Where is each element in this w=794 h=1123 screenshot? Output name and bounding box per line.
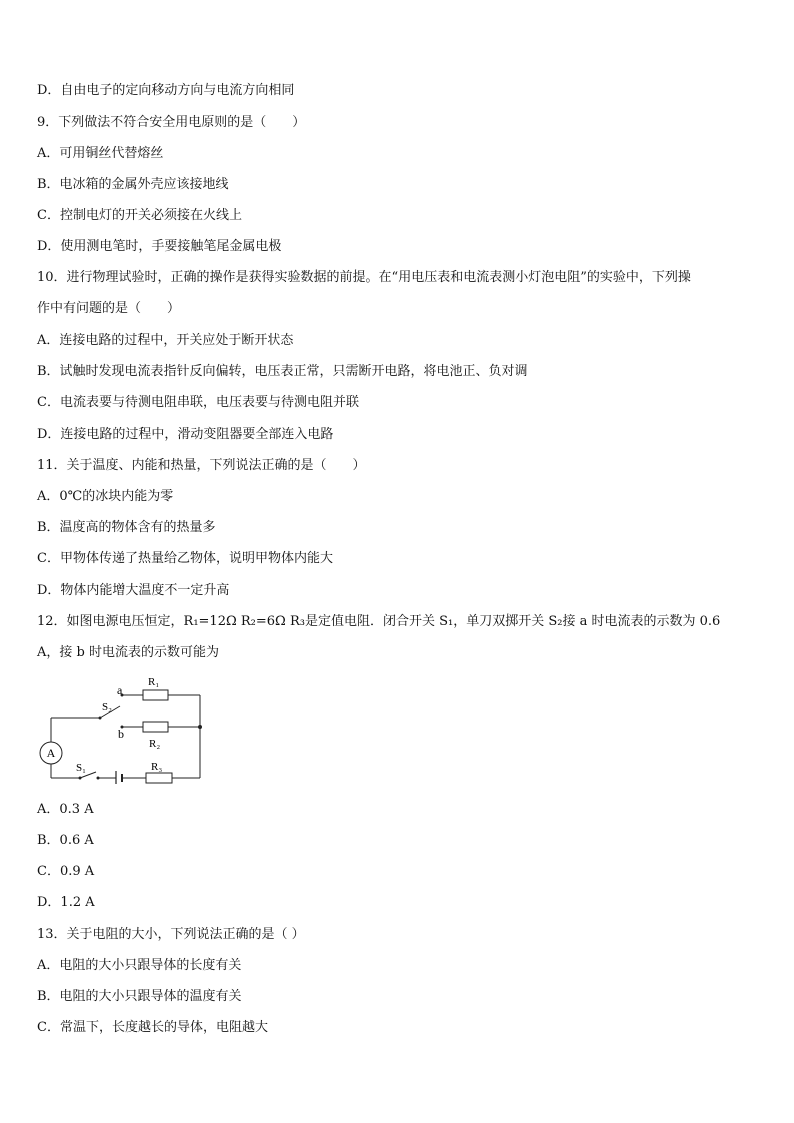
- question-11-option-c: C．甲物体传递了热量给乙物体，说明甲物体内能大: [37, 551, 333, 566]
- question-9-stem: 9．下列做法不符合安全用电原则的是（ ）: [37, 115, 306, 130]
- label-s2: S₂: [102, 701, 112, 713]
- question-13-stem: 13．关于电阻的大小，下列说法正确的是（ ）: [37, 927, 305, 942]
- question-12-stem-line-2: A，接 b 时电流表的示数可能为: [37, 645, 219, 660]
- label-a: a: [117, 683, 123, 697]
- label-r1: R₁: [148, 676, 160, 688]
- question-11-option-b: B．温度高的物体含有的热量多: [37, 520, 216, 535]
- question-11-option-a: A．0℃的冰块内能为零: [37, 489, 174, 504]
- question-9-option-c: C．控制电灯的开关必须接在火线上: [37, 208, 242, 223]
- question-12-option-b: B．0.6 A: [37, 833, 94, 848]
- label-r2: R₂: [149, 738, 161, 750]
- question-12-option-a: A．0.3 A: [37, 802, 94, 817]
- question-9-option-a: A．可用铜丝代替熔丝: [37, 146, 164, 161]
- question-10-stem-line-2: 作中有问题的是（ ）: [37, 301, 181, 316]
- label-s1: S₁: [76, 762, 86, 774]
- question-10-option-b: B．试触时发现电流表指针反向偏转，电压表正常，只需断开电路，将电池正、负对调: [37, 364, 528, 379]
- label-r3: R₃: [151, 761, 163, 773]
- question-11-stem: 11．关于温度、内能和热量，下列说法正确的是（ ）: [37, 458, 366, 473]
- circuit-diagram: [38, 672, 218, 784]
- question-13-option-c: C．常温下，长度越长的导体，电阻越大: [37, 1020, 268, 1035]
- question-11-option-d: D．物体内能增大温度不一定升高: [37, 583, 230, 598]
- question-12-stem-line-1: 12．如图电源电压恒定，R₁=12Ω R₂=6Ω R₃是定值电阻．闭合开关 S₁，单刀双掷开关 S₂接 a 时电流表的示数为 0.6: [37, 614, 721, 629]
- question-12-option-c: C．0.9 A: [37, 864, 95, 879]
- question-10-option-c: C．电流表要与待测电阻串联，电压表要与待测电阻并联: [37, 395, 359, 410]
- question-12-option-d: D．1.2 A: [37, 895, 95, 910]
- question-9-option-b: B．电冰箱的金属外壳应该接地线: [37, 177, 229, 192]
- question-10-stem-line-1: 10．进行物理试验时，正确的操作是获得实验数据的前提。在“用电压表和电流表测小灯泡电阻”的实验中，下列操: [37, 270, 691, 285]
- ammeter-label: A: [46, 746, 56, 760]
- label-b: b: [118, 727, 124, 741]
- question-8-option-d: D．自由电子的定向移动方向与电流方向相同: [37, 83, 295, 98]
- question-13-option-b: B．电阻的大小只跟导体的温度有关: [37, 989, 242, 1004]
- question-13-option-a: A．电阻的大小只跟导体的长度有关: [37, 958, 242, 973]
- question-9-option-d: D．使用测电笔时，手要接触笔尾金属电极: [37, 239, 282, 254]
- question-10-option-a: A．连接电路的过程中，开关应处于断开状态: [37, 333, 294, 348]
- question-10-option-d: D．连接电路的过程中，滑动变阻器要全部连入电路: [37, 427, 334, 442]
